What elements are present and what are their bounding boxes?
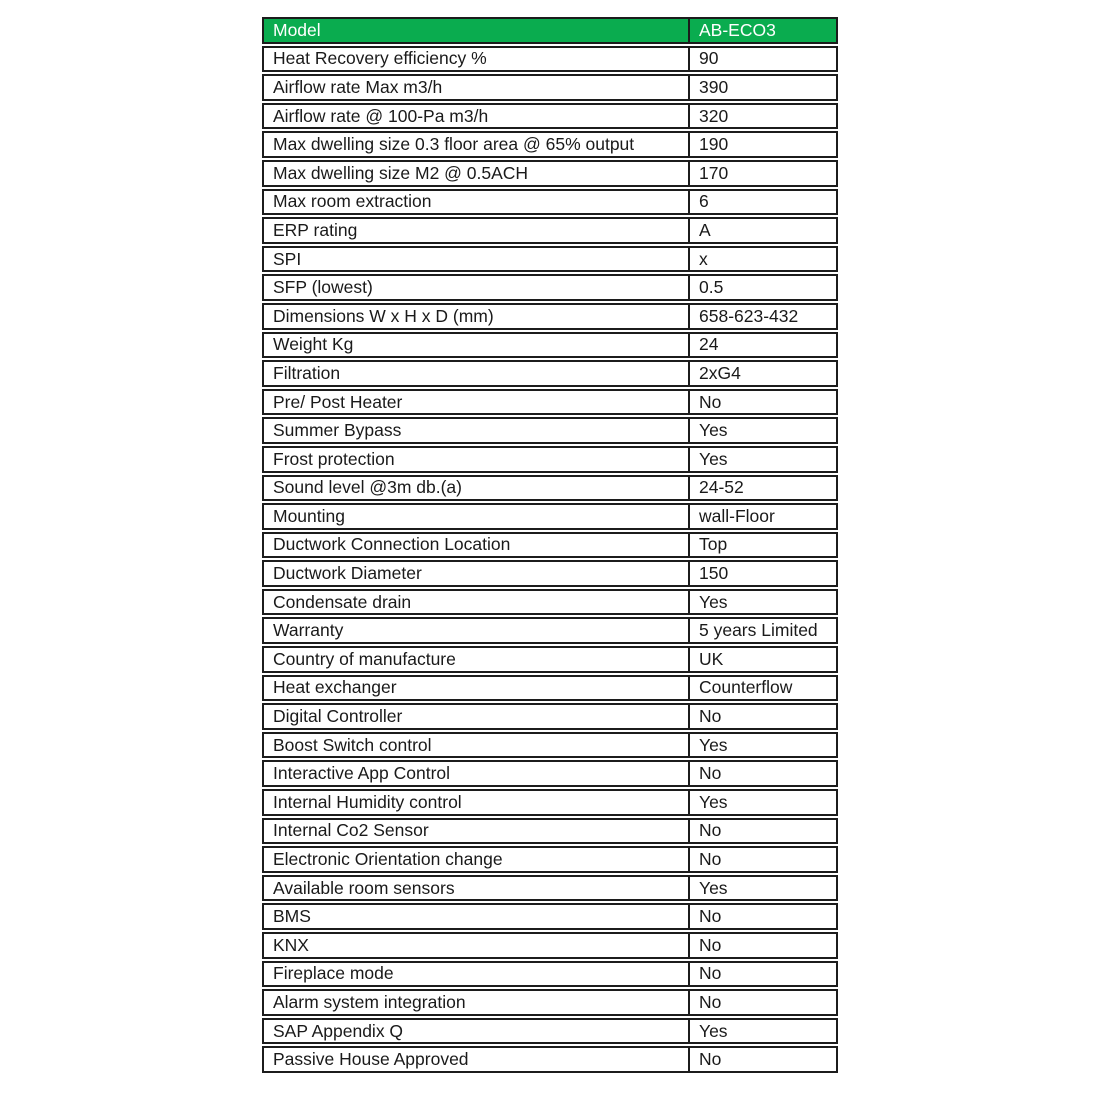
row-value: 170 [699,162,729,183]
table-row [262,589,838,616]
row-value: 5 years Limited [699,620,818,641]
row-value: 24-52 [699,477,744,498]
row-label: Heat Recovery efficiency % [264,48,690,71]
table-row [262,446,838,473]
table-row [262,961,838,988]
row-label: Weight Kg [264,334,690,357]
row-value: 24 [699,334,719,355]
row-value: Yes [699,877,728,898]
row-label: Alarm system integration [264,991,690,1014]
table-row [262,560,838,587]
table-row [262,903,838,930]
row-label: Frost protection [264,448,690,471]
row-value: Yes [699,734,728,755]
row-label: Mounting [264,505,690,528]
row-value: No [699,906,722,927]
row-value: wall-Floor [699,505,775,526]
row-label: KNX [264,934,690,957]
table-row [262,217,838,244]
table-row [262,932,838,959]
row-value: 390 [699,76,729,97]
table-row [262,789,838,816]
header-model-label: Model [264,19,690,42]
row-value: 0.5 [699,277,724,298]
row-value: No [699,991,722,1012]
row-value: No [699,934,722,955]
table-row [262,617,838,644]
table-row [262,1046,838,1073]
row-label: Fireplace mode [264,963,690,986]
row-value: 320 [699,105,729,126]
row-label: Available room sensors [264,877,690,900]
table-row [262,131,838,158]
row-label: Max room extraction [264,191,690,214]
row-label: Digital Controller [264,705,690,728]
row-value: Yes [699,1020,728,1041]
row-label: SAP Appendix Q [264,1020,690,1043]
row-value: 6 [699,191,709,212]
table-row [262,103,838,130]
row-value: 90 [699,48,719,69]
row-label: Sound level @3m db.(a) [264,477,690,500]
table-row [262,846,838,873]
table-row [262,360,838,387]
row-value: 190 [699,134,729,155]
row-value: No [699,706,722,727]
row-value: No [699,763,722,784]
table-header-row [262,17,838,44]
row-label: Airflow rate @ 100-Pa m3/h [264,105,690,128]
row-label: Summer Bypass [264,419,690,442]
table-row [262,417,838,444]
row-label: Filtration [264,362,690,385]
table-row [262,246,838,273]
row-label: Internal Humidity control [264,791,690,814]
table-row [262,646,838,673]
row-value: No [699,1049,722,1070]
row-value: Yes [699,791,728,812]
row-label: ERP rating [264,219,690,242]
specification-table [262,17,838,1073]
table-row [262,732,838,759]
row-value: Yes [699,420,728,441]
row-value: UK [699,648,724,669]
table-row [262,189,838,216]
header-model-value: AB-ECO3 [690,19,836,42]
row-label: Boost Switch control [264,734,690,757]
row-label: Ductwork Connection Location [264,534,690,557]
table-row [262,532,838,559]
row-label: Dimensions W x H x D (mm) [264,305,690,328]
row-label: BMS [264,905,690,928]
table-row [262,1018,838,1045]
row-label: SPI [264,248,690,271]
table-row [262,303,838,330]
table-row [262,160,838,187]
row-value: 150 [699,563,729,584]
table-row [262,760,838,787]
table-row [262,389,838,416]
table-row [262,503,838,530]
row-label: Country of manufacture [264,648,690,671]
row-label: Passive House Approved [264,1048,690,1071]
row-value: No [699,391,722,412]
row-label: Condensate drain [264,591,690,614]
row-value: Yes [699,591,728,612]
row-label: Interactive App Control [264,762,690,785]
row-label: Internal Co2 Sensor [264,820,690,843]
row-value: Top [699,534,728,555]
row-label: Pre/ Post Heater [264,391,690,414]
row-value: x [699,248,708,269]
row-value: No [699,849,722,870]
table-row [262,875,838,902]
row-label: Electronic Orientation change [264,848,690,871]
row-value: No [699,963,722,984]
table-row [262,989,838,1016]
row-value: Yes [699,448,728,469]
row-value: Counterflow [699,677,793,698]
row-label: Max dwelling size 0.3 floor area @ 65% output [264,133,690,156]
table-row [262,274,838,301]
row-label: Warranty [264,619,690,642]
table-row [262,74,838,101]
row-label: SFP (lowest) [264,276,690,299]
table-row [262,46,838,73]
table-row [262,475,838,502]
table-row [262,818,838,845]
row-value: 2xG4 [699,362,741,383]
table-row [262,675,838,702]
row-label: Airflow rate Max m3/h [264,76,690,99]
row-label: Ductwork Diameter [264,562,690,585]
table-row [262,703,838,730]
row-value: A [699,219,711,240]
row-value: 658-623-432 [699,305,799,326]
table-row [262,332,838,359]
row-value: No [699,820,722,841]
row-label: Max dwelling size M2 @ 0.5ACH [264,162,690,185]
row-label: Heat exchanger [264,677,690,700]
